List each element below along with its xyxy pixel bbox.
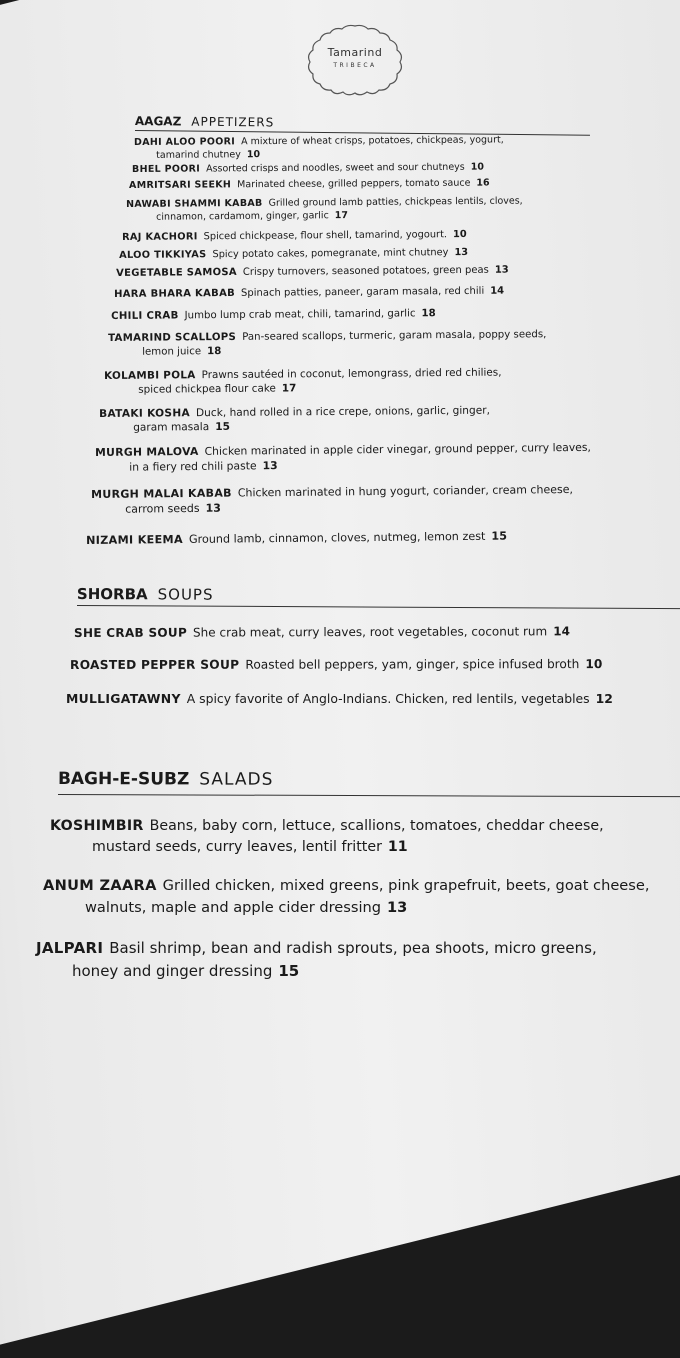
item-desc: Pan-seared scallops, turmeric, garam masala, poppy seeds, bbox=[242, 329, 547, 343]
item-price: 10 bbox=[585, 657, 603, 672]
section-title: SHORBA bbox=[76, 585, 148, 604]
item-desc-cont: walnuts, maple and apple cider dressing bbox=[85, 898, 382, 916]
item-price: 18 bbox=[207, 345, 222, 357]
item-desc: Assorted crisps and noodles, sweet and sour chutneys bbox=[206, 161, 465, 175]
item-price: 14 bbox=[553, 624, 570, 639]
item-desc-cont: honey and ginger dressing bbox=[72, 961, 273, 980]
item-name: NIZAMI KEEMA bbox=[86, 532, 183, 547]
item-price: 13 bbox=[262, 458, 278, 472]
section-title: BAGH-E-SUBZ bbox=[57, 769, 190, 790]
menu-item bbox=[132, 162, 484, 177]
item-price: 16 bbox=[476, 177, 490, 189]
item-name: NAWABI SHAMMI KABAB bbox=[126, 197, 263, 210]
item-desc-cont: mustard seeds, curry leaves, lentil fritter bbox=[92, 839, 382, 856]
menu-item bbox=[43, 875, 650, 919]
item-desc: She crab meat, curry leaves, root vegetables, coconut rum bbox=[193, 624, 548, 640]
item-name: JALPARI bbox=[36, 939, 104, 957]
item-name: AMRITSARI SEEKH bbox=[129, 179, 232, 191]
item-desc: Spinach patties, paneer, garam masala, red chili bbox=[240, 285, 485, 299]
item-name: DAHI ALOO POORI bbox=[134, 136, 236, 148]
item-name: RAJ KACHORI bbox=[122, 231, 198, 243]
item-desc: Spiced chickpease, flour shell, tamarind, yogourt. bbox=[203, 229, 448, 243]
item-desc: Beans, baby corn, lettuce, scallions, tomatoes, cheddar cheese, bbox=[149, 818, 604, 834]
logo-name: Tamarind bbox=[327, 46, 383, 59]
item-desc: A spicy favorite of Anglo-Indians. Chicken, red lentils, vegetables bbox=[186, 691, 590, 706]
restaurant-logo bbox=[300, 22, 410, 96]
menu-item bbox=[70, 656, 602, 673]
menu-item bbox=[104, 366, 502, 398]
item-desc: Ground lamb, cinnamon, cloves, nutmeg, lemon zest bbox=[188, 529, 486, 546]
item-price: 13 bbox=[205, 501, 221, 515]
item-name: KOLAMBI POLA bbox=[104, 369, 196, 382]
menu-item bbox=[111, 307, 436, 324]
item-desc: Duck, hand rolled in a rice crepe, onions, garlic, ginger, bbox=[195, 404, 491, 420]
menu-item bbox=[50, 816, 604, 859]
item-desc-cont: garam masala bbox=[133, 421, 210, 434]
item-desc-cont: lemon juice bbox=[142, 345, 202, 358]
item-price: 15 bbox=[215, 421, 230, 434]
menu-item bbox=[129, 177, 490, 192]
item-name: HARA BHARA KABAB bbox=[114, 287, 236, 300]
item-desc: Marinated cheese, grilled peppers, tomato sauce bbox=[237, 177, 471, 191]
item-name: KOSHIMBIR bbox=[50, 818, 144, 834]
menu-item bbox=[108, 328, 547, 359]
item-desc: Chicken marinated in hung yogurt, coriander, cream cheese, bbox=[237, 482, 574, 500]
item-price: 13 bbox=[387, 898, 408, 916]
item-desc: Grilled chicken, mixed greens, pink grapefruit, beets, goat cheese, bbox=[162, 877, 650, 894]
item-price: 15 bbox=[491, 529, 508, 543]
item-name: TAMARIND SCALLOPS bbox=[108, 331, 237, 344]
item-price: 17 bbox=[281, 382, 297, 395]
item-price: 18 bbox=[421, 308, 436, 320]
item-price: 15 bbox=[278, 961, 300, 980]
section-title: AAGAZ bbox=[134, 114, 182, 129]
item-price: 10 bbox=[246, 148, 261, 161]
item-price: 17 bbox=[334, 209, 349, 221]
item-desc: Prawns sautéed in coconut, lemongrass, dried red chilies, bbox=[201, 366, 502, 382]
section-subtitle: SOUPS bbox=[157, 585, 214, 604]
item-desc: Jumbo lump crab meat, chili, tamarind, garlic bbox=[184, 308, 416, 322]
item-name: CHILI CRAB bbox=[111, 310, 179, 322]
logo-badge-icon bbox=[300, 22, 410, 96]
item-desc: Chicken marinated in apple cider vinegar, ground pepper, curry leaves, bbox=[204, 440, 591, 458]
item-desc-cont: carrom seeds bbox=[125, 501, 200, 516]
item-price: 10 bbox=[452, 228, 467, 241]
item-price: 11 bbox=[387, 839, 408, 856]
section-header-salads bbox=[58, 769, 274, 790]
section-subtitle: APPETIZERS bbox=[191, 114, 275, 130]
item-desc: Crispy turnovers, seasoned potatoes, green peas bbox=[242, 264, 489, 278]
item-name: MURGH MALAI KABAB bbox=[91, 486, 232, 501]
item-name: ANUM ZAARA bbox=[43, 877, 157, 894]
item-name: VEGETABLE SAMOSA bbox=[116, 266, 237, 279]
item-desc: Basil shrimp, bean and radish sprouts, pea shoots, micro greens, bbox=[109, 939, 597, 957]
menu-item bbox=[95, 441, 591, 475]
item-desc-cont: tamarind chutney bbox=[156, 149, 241, 161]
item-name: BATAKI KOSHA bbox=[99, 407, 191, 420]
item-desc: Grilled ground lamb patties, chickpeas lentils, cloves, bbox=[268, 195, 523, 209]
item-price: 12 bbox=[595, 691, 613, 706]
menu-item bbox=[91, 483, 573, 518]
item-price: 14 bbox=[490, 285, 505, 297]
section-header-soups bbox=[77, 585, 214, 604]
item-desc-cont: cinnamon, cardamom, ginger, garlic bbox=[156, 210, 329, 223]
section-header-appetizers bbox=[135, 114, 274, 129]
item-name: SHE CRAB SOUP bbox=[74, 625, 188, 640]
logo-location: TRIBECA bbox=[333, 62, 377, 69]
item-name: BHEL POORI bbox=[132, 163, 201, 175]
item-desc: A mixture of wheat crisps, potatoes, chickpeas, yogurt, bbox=[241, 134, 504, 148]
item-desc-cont: in a fiery red chili paste bbox=[129, 458, 257, 474]
menu-item bbox=[36, 937, 597, 982]
menu-item bbox=[66, 691, 613, 708]
item-desc-cont: spiced chickpea flour cake bbox=[138, 382, 276, 396]
item-price: 10 bbox=[470, 161, 485, 173]
item-name: ROASTED PEPPER SOUP bbox=[70, 657, 240, 672]
menu-item bbox=[134, 134, 504, 162]
menu-item bbox=[126, 196, 523, 225]
menu-item bbox=[74, 623, 570, 641]
item-name: MURGH MALOVA bbox=[95, 444, 199, 459]
section-subtitle: SALADS bbox=[199, 769, 274, 790]
item-price: 13 bbox=[494, 264, 509, 276]
item-name: ALOO TIKKIYAS bbox=[119, 249, 207, 261]
menu-item bbox=[99, 404, 490, 436]
item-desc: Roasted bell peppers, yam, ginger, spice infused broth bbox=[245, 657, 580, 672]
item-name: MULLIGATAWNY bbox=[66, 691, 181, 706]
item-price: 13 bbox=[454, 246, 469, 259]
item-desc: Spicy potato cakes, pomegranate, mint chutney bbox=[212, 247, 449, 261]
